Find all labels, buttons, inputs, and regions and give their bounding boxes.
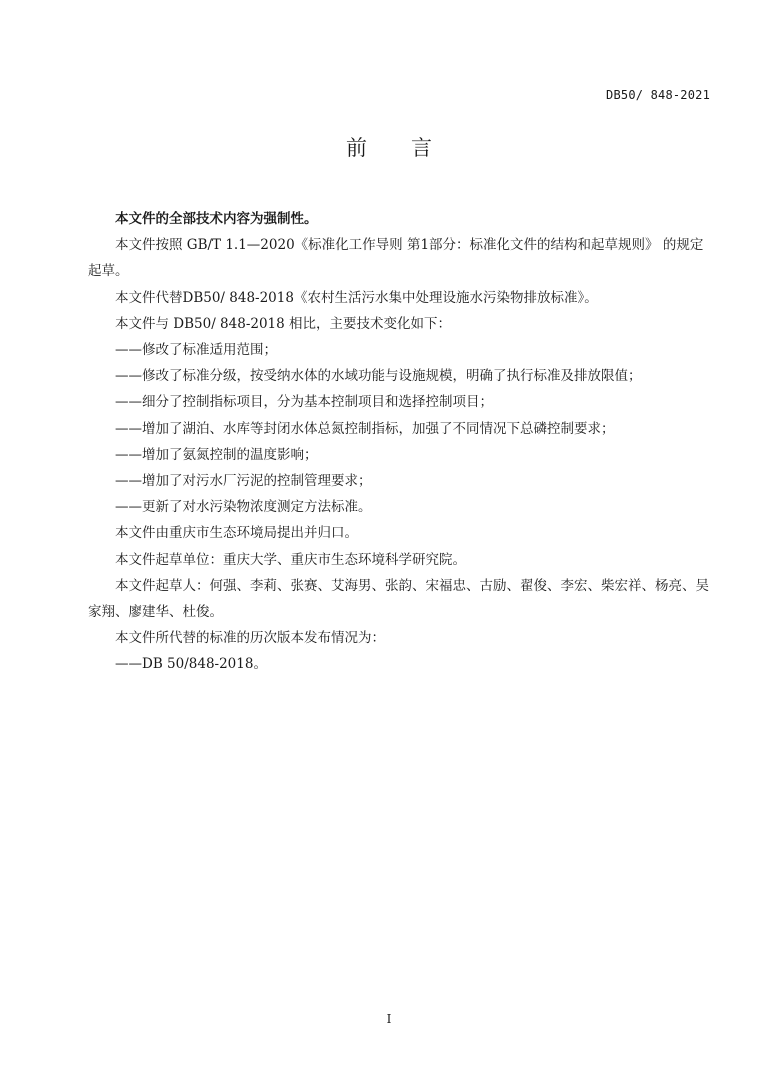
document-code: DB50/ 848-2021	[606, 88, 710, 102]
paragraph-mandatory-statement: 本文件的全部技术内容为强制性。	[115, 211, 318, 227]
page-number: I	[386, 1012, 392, 1026]
list-item-history: ——DB 50/848-2018。	[115, 656, 267, 673]
paragraph-changes-intro: 本文件与 DB50/ 848-2018 相比，主要技术变化如下：	[115, 315, 452, 332]
paragraph-replaces: 本文件代替DB50/ 848-2018《农村生活污水集中处理设施水污染物排放标准》。	[115, 289, 598, 306]
paragraph-drafting-units: 本文件起草单位：重庆大学、重庆市生态环境科学研究院。	[115, 551, 466, 568]
list-item-change: ——增加了对污水厂污泥的控制管理要求；	[115, 473, 372, 490]
paragraph-drafters: 本文件起草人：何强、李莉、张赛、艾海男、张韵、宋福忠、古励、翟俊、李宏、柴宏祥、杨亮、吴家翔、廖建华、杜俊。	[88, 577, 709, 621]
list-item-change: ——增加了氨氮控制的温度影响；	[115, 446, 318, 463]
list-item-change: ——修改了标准适用范围；	[115, 342, 277, 359]
list-item-change: ——修改了标准分级，按受纳水体的水域功能与设施规模，明确了执行标准及排放限值；	[115, 368, 642, 385]
paragraph-history-intro: 本文件所代替的标准的历次版本发布情况为：	[115, 630, 385, 647]
list-item-change: ——增加了湖泊、水库等封闭水体总氮控制指标，加强了不同情况下总磷控制要求；	[115, 420, 615, 437]
document-body	[88, 206, 712, 678]
list-item-change: ——更新了对水污染物浓度测定方法标准。	[115, 499, 372, 516]
list-item-change: ——细分了控制指标项目，分为基本控制项目和选择控制项目；	[115, 394, 493, 411]
page-title: 前言	[346, 136, 476, 160]
paragraph-proposer: 本文件由重庆市生态环境局提出并归口。	[115, 525, 358, 542]
paragraph-drafting-rules: 本文件按照 GB/T 1.1—2020《标准化工作导则 第1部分：标准化文件的结构和起草规则》 的规定起草。	[88, 237, 704, 280]
